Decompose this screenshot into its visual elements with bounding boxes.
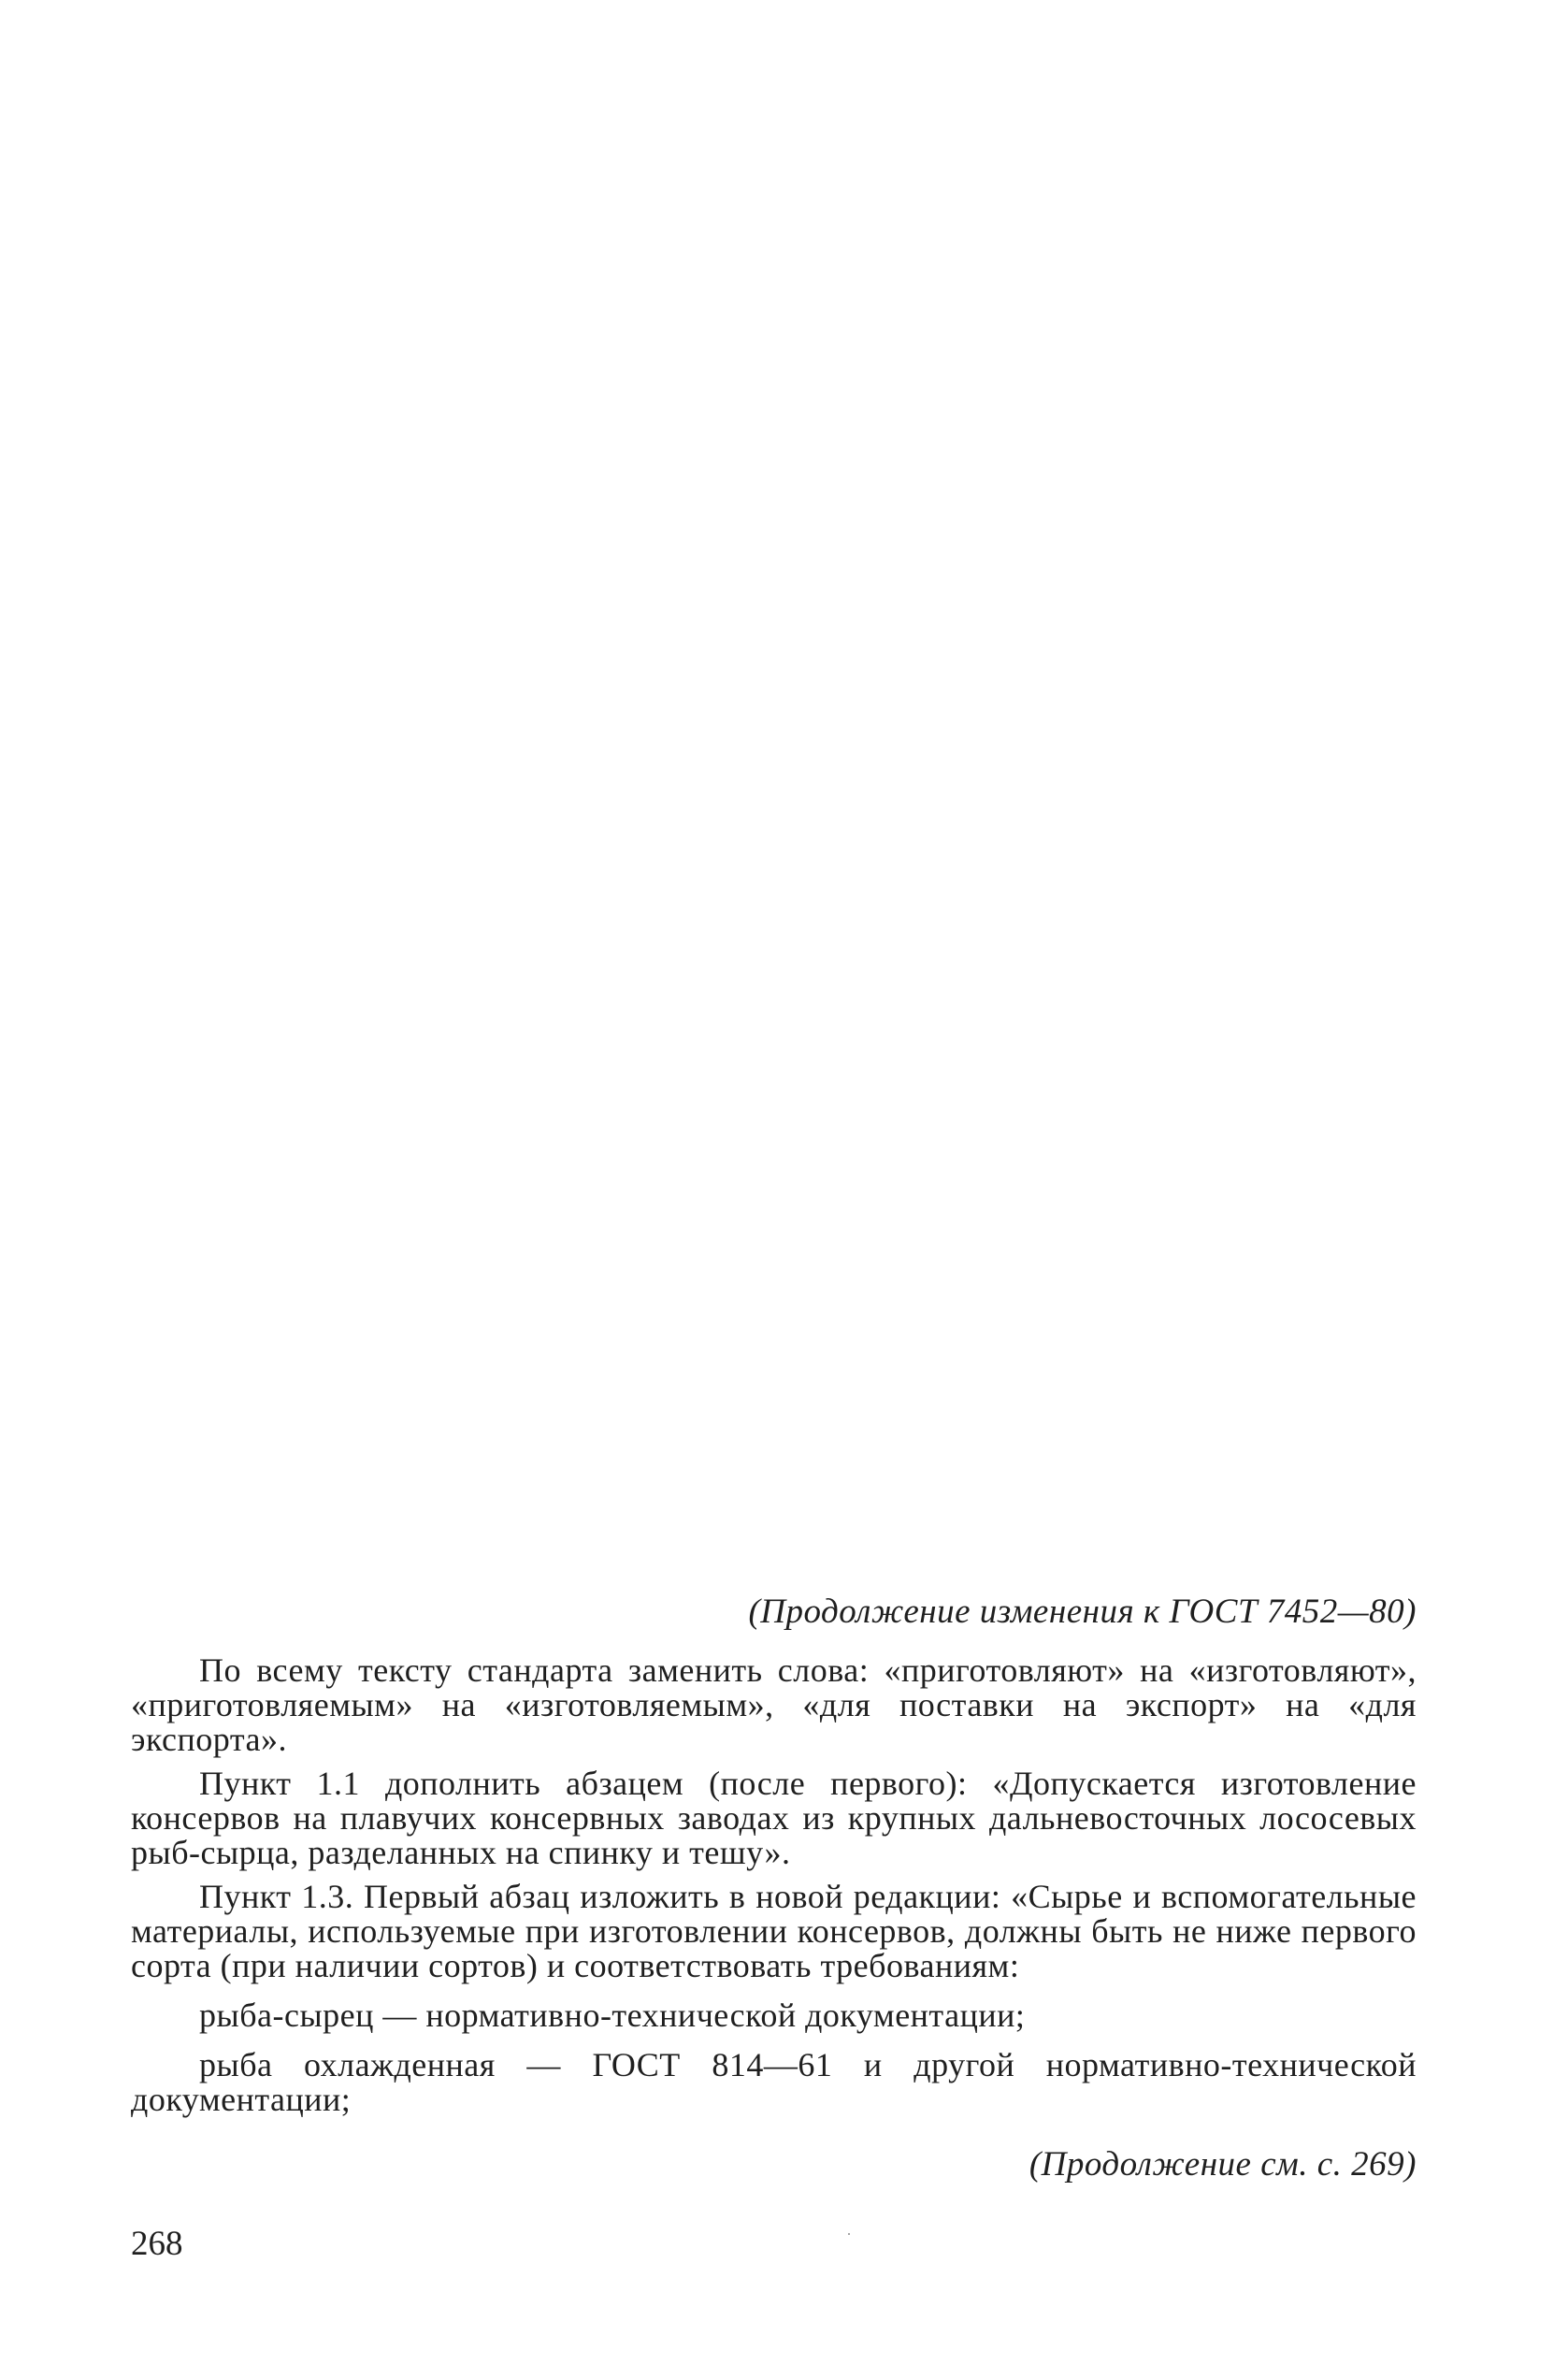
scan-speck — [848, 2233, 850, 2235]
body-text — [131, 1653, 1417, 2126]
paragraph-chilled-fish: рыба охлажденная — ГОСТ 814—61 и другой нормативно-технической документации; — [131, 2046, 1417, 2118]
paragraph-item-1-1: Пункт 1.1 дополнить абзацем (после первого): «Допускается изготовление консервов на плавучих консервных заводах из крупных дальневосточных лососевых рыб-сырца, разделанных на спинку и тешу». — [131, 1765, 1417, 1871]
page-number: 268 — [131, 2225, 183, 2263]
continuation-header: (Продолжение изменения к ГОСТ 7452—80) — [748, 1593, 1417, 1631]
paragraph-replace-words: По всему тексту стандарта заменить слова: «приготовляют» на «изготовляют», «приготовляемым» на «изготовляемым», «для поставки на экспорт» на «для экспорта». — [131, 1651, 1417, 1758]
continuation-footer: (Продолжение см. с. 269) — [1029, 2145, 1417, 2184]
paragraph-item-1-3: Пункт 1.3. Первый абзац изложить в новой редакции: «Сырье и вспомогательные материалы, используемые при изготовлении консервов, должны быть не ниже первого сорта (при наличии сортов) и соответствовать требованиям: — [131, 1878, 1417, 1984]
paragraph-raw-fish: рыба-сырец — нормативно-технической документации; — [199, 1996, 1026, 2034]
